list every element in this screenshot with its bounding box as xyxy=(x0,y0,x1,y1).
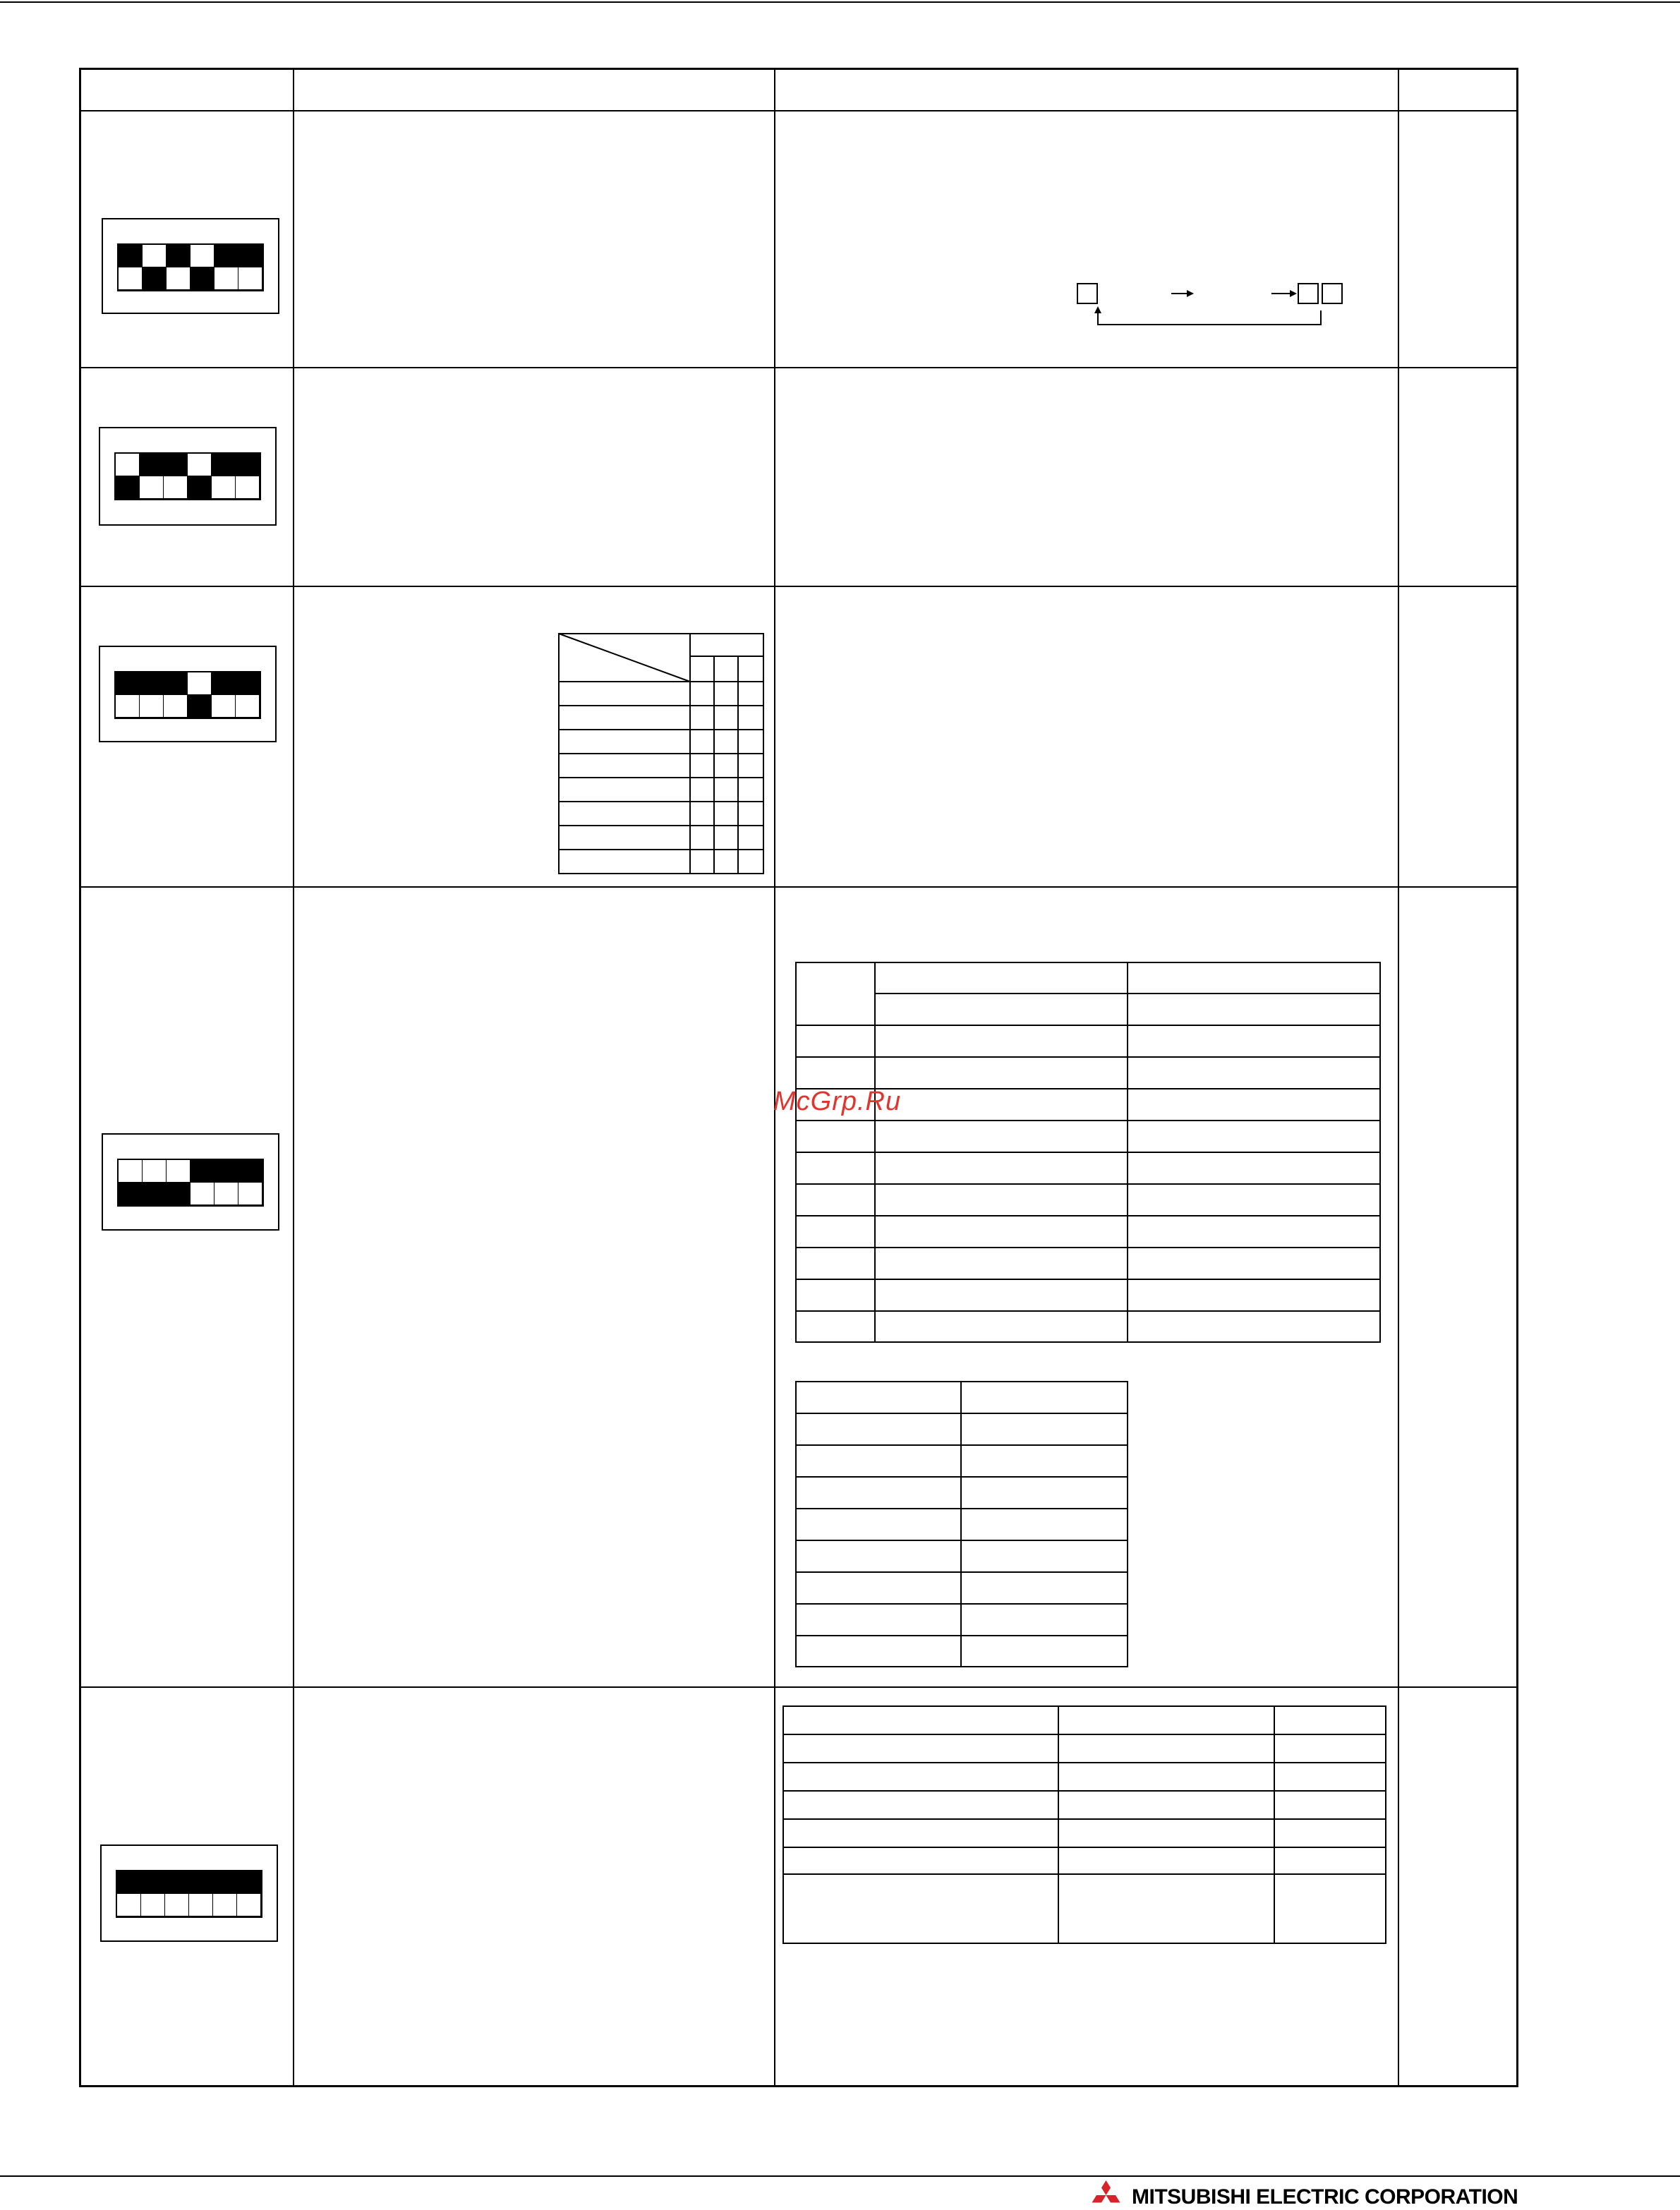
dip-switch-cell xyxy=(143,1183,167,1205)
dip-switch-cell xyxy=(188,476,212,499)
dip-switch-cell xyxy=(213,1871,237,1894)
dip-switch-cell xyxy=(237,1871,261,1894)
dip-switch-cell xyxy=(238,1160,262,1183)
dip-switch-cell xyxy=(143,1160,167,1183)
dip-switch-cell xyxy=(236,695,260,718)
dip-switch-cell xyxy=(164,454,188,476)
dip-switch-grid xyxy=(117,1159,264,1207)
dip-switch-cell xyxy=(214,1160,238,1183)
dip-switch-cell xyxy=(119,267,143,290)
dip-switch-cell xyxy=(164,476,188,499)
dip-switch-cell xyxy=(214,267,238,290)
dip-switch-grid xyxy=(114,671,261,719)
dip-switch-cell xyxy=(189,1894,213,1916)
dip-switch-cell xyxy=(140,695,164,718)
dip-switch-cell xyxy=(167,245,191,267)
dip-switch-cell xyxy=(119,1160,143,1183)
dip-switch-cell xyxy=(116,695,140,718)
dip-switch-cell xyxy=(238,267,262,290)
flow-diagram xyxy=(1072,279,1355,336)
dip-switch-cell xyxy=(236,454,260,476)
dip-switch-cell xyxy=(116,476,140,499)
dip-switch-cell xyxy=(167,1160,191,1183)
dip-switch-cell xyxy=(140,476,164,499)
dip-switch-cell xyxy=(164,695,188,718)
dip-switch-cell xyxy=(191,245,214,267)
mode-table xyxy=(557,632,765,875)
row-divider-1 xyxy=(79,367,1518,368)
col-divider-3 xyxy=(1398,68,1399,2087)
dip-switch-cell xyxy=(191,1183,214,1205)
mitsubishi-logo-icon xyxy=(1087,2180,1125,2210)
dip-switch-cell xyxy=(140,672,164,695)
dip-switch-cell xyxy=(236,476,260,499)
dip-switch-cell xyxy=(167,1183,191,1205)
dip-switch-cell xyxy=(143,245,167,267)
dip-switch-cell xyxy=(214,1183,238,1205)
dip-switch-cell xyxy=(141,1894,165,1916)
row-divider-4 xyxy=(79,1686,1518,1688)
dip-switch-cell xyxy=(117,1871,141,1894)
top-rule xyxy=(0,1,1680,3)
dip-switch-cell xyxy=(191,1160,214,1183)
row-divider-2 xyxy=(79,586,1518,587)
row-divider-3 xyxy=(79,886,1518,888)
dip-switch-cell xyxy=(191,267,214,290)
dip-switch-cell xyxy=(238,1183,262,1205)
dip-switch-3 xyxy=(99,646,277,742)
parameter-table-3 xyxy=(782,1705,1387,1945)
dip-switch-cell xyxy=(189,1871,213,1894)
dip-switch-4 xyxy=(102,1133,279,1231)
dip-switch-cell xyxy=(141,1871,165,1894)
dip-switch-cell xyxy=(167,267,191,290)
dip-switch-cell xyxy=(140,454,164,476)
row-divider-header xyxy=(79,110,1518,111)
dip-switch-grid xyxy=(114,452,261,500)
parameter-table-1 xyxy=(794,961,1382,1343)
dip-switch-cell xyxy=(116,454,140,476)
bottom-rule xyxy=(0,2175,1680,2177)
dip-switch-cell xyxy=(164,672,188,695)
dip-switch-cell xyxy=(119,245,143,267)
dip-switch-cell xyxy=(212,695,236,718)
dip-switch-cell xyxy=(143,267,167,290)
dip-switch-cell xyxy=(212,476,236,499)
dip-switch-grid xyxy=(116,1870,262,1918)
parameter-table-2 xyxy=(794,1380,1129,1668)
dip-switch-cell xyxy=(212,672,236,695)
dip-switch-cell xyxy=(116,672,140,695)
dip-switch-cell xyxy=(237,1894,261,1916)
dip-switch-5 xyxy=(100,1844,278,1942)
dip-switch-cell xyxy=(165,1871,189,1894)
dip-switch-cell xyxy=(214,245,238,267)
watermark-text: McGrp.Ru xyxy=(773,1087,902,1116)
dip-switch-cell xyxy=(236,672,260,695)
dip-switch-cell xyxy=(188,695,212,718)
dip-switch-cell xyxy=(212,454,236,476)
dip-switch-cell xyxy=(119,1183,143,1205)
dip-switch-cell xyxy=(213,1894,237,1916)
dip-switch-1 xyxy=(102,218,279,314)
dip-switch-cell xyxy=(117,1894,141,1916)
dip-switch-cell xyxy=(165,1894,189,1916)
dip-switch-cell xyxy=(238,245,262,267)
col-divider-2 xyxy=(774,68,775,2087)
dip-switch-2 xyxy=(99,427,277,526)
company-name: MITSUBISHI ELECTRIC CORPORATION xyxy=(1132,2185,1518,2209)
dip-switch-cell xyxy=(188,672,212,695)
col-divider-1 xyxy=(293,68,294,2087)
dip-switch-grid xyxy=(117,243,264,291)
dip-switch-cell xyxy=(188,454,212,476)
